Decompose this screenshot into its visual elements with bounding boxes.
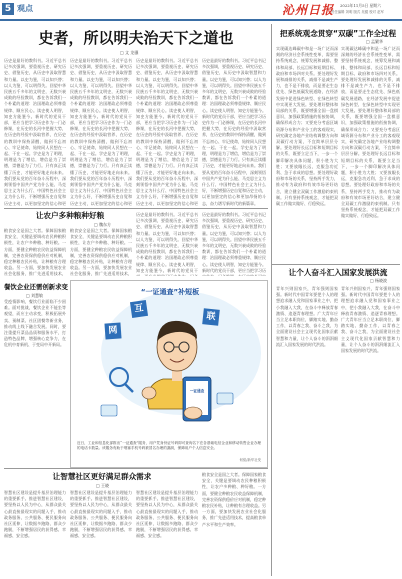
masthead-rule: [0, 19, 402, 21]
restaurant-byline: □ 刘慧敏: [26, 293, 44, 298]
tile-lian: [202, 308, 220, 326]
mid-left-headline: 让农户多种粮种好粮: [35, 211, 105, 220]
lead-body-col4: 历史是最好的教科书。习近平总书记多次强调，要重视历史、研究历史、借鉴历史，从历史中汲取智慧和力量。以史为鉴，可以知兴替；以人为鉴，可以明得失。回望中华民族五千多年的文明史，无数兴衰成败的经验教训，都在告诉我们一个朴素的道理：治国理政必须尊重规律、顺应民心。读史使人明智，知史方能鉴今。新时代的党员干部，更应当把学习历史作为一门必修课，在历史的长河中把握大势，在历史的经验中汲取营养，在历史的教训中保持清醒，做到不忘初心、牢记使命，始终同人民想在一起、干在一起。学史是为了明理，明理是为了增信，增信是为了崇德，崇德是为了力行。只有真正读懂了历史，才能更好地走向未来。我们要从党的百年奋斗历程中，深刻领悟中国共产党为什么能、马克思主义为什么行、中国特色社会主义为什么好，不断增强历史自觉和历史主动，以更加坚定的信心和更加昂扬的斗志，奋力谱写新时代的新篇章。: [202, 58, 266, 206]
lead-headline: 史者，所以明夫治天下之道也: [38, 29, 234, 47]
mid-left-body-col2: 粮食安全是国之大者。保障国家粮食安全，关键是要调动农民种粮积极性，让农户多种粮、种好粮。一方面，要健全种粮农民收益保障机制，完善农资保供稳价应对机制，稳定种粮农民补贴，让种粮有合理收益。另一方面，要加快发展农业社会化服务，推广先进适用技术，: [70, 228, 132, 276]
smart-body-col1: 智慧社区建设是提升基层治理能力的重要抓手。推进智慧社区建设，要坚持以人民为中心，从群众最关心最直接最现实的问题入手，推动政务服务、公共服务、便民服务向社区延伸，让数据多跑路、群众少跑腿，不断增强居民的获得感、幸福感、安全感。: [4, 490, 66, 539]
section-label: 观点: [17, 4, 33, 13]
tile-wang-text: 网: [108, 325, 118, 337]
top-right-headline: 把系统观念贯穿“双碳”工作全过程: [279, 29, 397, 38]
mid-left-byline: □ 魏东方: [94, 222, 112, 227]
column-divider: [271, 24, 272, 264]
cartoon-frame: [70, 280, 268, 468]
top-right-body-col2: 实现碳达峰碳中和是一场广泛而深刻的经济社会系统性变革，需要坚持系统观念，统筹发展和减排、整体和局部、长远目标和短期目标、政府和市场四对关系。要处理好发展和减排的关系，减排不是减生产力，也不是不排放，而是要走生态优先、绿色低碳发展道路，在经济发展中促进绿色转型、在绿色转型中实现更大发展。要处理好整体和局部的关系，既要增强全国一盘棋意识，加强政策措施的衔接协调，确保形成合力；又要充分考虑区域资源分布和产业分工的客观现实，研究确定各地产业结构调整方向和双碳行动方案，不宜简单层层分解。要处理好长远目标和短期目标的关系，既要立足当下，一步一个脚印解决具体问题，积小胜为大胜；又要放眼长远，克服急功近利、急于求成的思想。要处理好政府和市场的关系，坚持两手发力，推动有为政府和有效市场更好结合，建立健全双碳工作激励约束机制。只有坚持系统观念，才能把双碳工作做实做好、行稳致远。: [341, 46, 400, 219]
right-byline: □ 杨晓波: [370, 278, 388, 283]
sim-card-icon: [217, 393, 233, 404]
bottom-divider: [4, 468, 268, 469]
paper-logo: 沁州日报: [282, 3, 335, 17]
top-right-byline: □ 孟繁华: [366, 39, 384, 44]
smart-community-byline: □ 王晓: [96, 483, 110, 488]
mid-left-body-col4: 历史是最好的教科书。习近平总书记多次强调，要重视历史、研究历史、借鉴历史，从历史中汲取智慧和力量。以史为鉴，可以知兴替；以人为鉴，可以明得失。回望中华民族五千多年的文明史，无数兴衰成败的经验教训，都在告诉我们一个朴素的道理：治国理政必须尊重规律、顺应民心。读史使人明智，知史方能鉴今。新时代的党员干部，更应当把学习历: [202, 212, 266, 273]
phone-screen-text: 一证通查: [189, 389, 205, 393]
page-number: 5: [4, 4, 12, 14]
cartoon-title: “一证通查”补短板: [140, 288, 200, 296]
smart-body-col3: 智慧社区建设是提升基层治理能力的重要抓手。推进智慧社区建设，要坚持以人民为中心，从群众最关心最直接最现实的问题入手，推动政务服务、公共服务、便民服务向社区延伸，让数据多跑路、群众少跑腿，不断增强居民的获得感、幸福感、安全感。: [136, 490, 198, 539]
lead-body-col3: 历史是最好的教科书。习近平总书记多次强调，要重视历史、研究历史、借鉴历史，从历史中汲取智慧和力量。以史为鉴，可以知兴替；以人为鉴，可以明得失。回望中华民族五千多年的文明史，无数兴衰成败的经验教训，都在告诉我们一个朴素的道理：治国理政必须尊重规律、顺应民心。读史使人明智，知史方能鉴今。新时代的党员干部，更应当把学习历史作为一门必修课，在历史的长河中把握大势，在历史的经验中汲取营养，在历史的教训中保持清醒，做到不忘初心、牢记使命，始终同人民想在一起、干在一起。学史是为了明理，明理是为了增信，增信是为了崇德，崇德是为了力行。只有真正读懂了历史，才能更好地走向未来。我们要从党的百年奋斗历程中，深刻领悟中国共产党为什么能、马克思主义为什么行、中国特色社会主义为什么好，不断增强历史自觉和历史主动，以更加坚定的信心和更: [136, 58, 198, 206]
restaurant-body: 受疫情影响，餐饮行业面临不少困难。面对挑战，餐饮企业不能坐等观望，而应主动求变，积极拓展外卖、预制菜、社区团餐等新业务，推动线上线下融合发展。同时，要注重提升菜品品质和服务水平，打造特色品牌，增强核心竞争力，在危机中育新机、于变局中开新局。: [4, 299, 66, 348]
tile-hu-text: 互: [133, 303, 145, 315]
cartoon-caption: 近日，工业和信息化部推出“一证通查”服务，用户凭身份证号码即可查询名下在各基础电信企业和移动转售企业办理的电话卡数量。该服务有助于堵塞手机号码被冒名办理的漏洞，保障用户个人信息安全。: [77, 441, 261, 450]
tile-wang: [104, 322, 121, 339]
right-body-col2: 青年兴则国家兴，青年强则国家强。新时代中国青年要把个人的理想追求融入党和国家事业之中，把小我融入大我，在奋斗中释放青春激情、追逐青春理想。广大青年应当立足本职岗位，脚踏实地、勤奋工作，以青春之我、奋斗之我，为全面建设社会主义现代化国家贡献智慧和力量，让个人奋斗的涓涓细流汇入国家发展的时代洪流。: [341, 286, 400, 354]
editor-credits: 责任编辑 刘明 版式 吴健 校对 赵军: [331, 10, 384, 14]
issue-date: 2022年11月5日 星期六: [340, 3, 381, 8]
right-headline: 让个人奋斗汇入国家发展洪流: [288, 268, 388, 277]
smart-community-headline: 让智慧社区更好满足群众需求: [52, 472, 152, 481]
smart-body-col4: 粮食安全是国之大者。保障国家粮食安全，关键是要调动农民种粮积极性，让农户多种粮、种好粮。一方面，要健全种粮农民收益保障机制，完善农资保供稳价应对机制，稳定种粮农民补贴，让种粮有合理收益。另一方面，要加快发展农业社会化服务，推广先进适用技术，提高粮食单产水平和生产效率。: [202, 472, 266, 527]
top-right-body-col1: 实现碳达峰碳中和是一场广泛而深刻的经济社会系统性变革，需要坚持系统观念，统筹发展和减排、整体和局部、长远目标和短期目标、政府和市场四对关系。要处理好发展和减排的关系，减排不是减生产力，也不是不排放，而是要走生态优先、绿色低碳发展道路，在经济发展中促进绿色转型、在绿色转型中实现更大发展。要处理好整体和局部的关系，既要增强全国一盘棋意识，加强政策措施的衔接协调，确保形成合力；又要充分考虑区域资源分布和产业分工的客观现实，研究确定各地产业结构调整方向和双碳行动方案，不宜简单层层分解。要处理好长远目标和短期目标的关系，既要立足当下，一步一个脚印解决具体问题，积小胜为大胜；又要放眼长远，克服急功近利、急于求成的思想。要处理好政府和市场的关系，坚持两手发力，推动有为政府和有效市场更好结合，建立健全双碳工作激励约束机制。只有坚持系统观念，才能把双碳工作做实做好、行稳致远。: [276, 46, 338, 207]
section-divider: [4, 208, 268, 209]
masthead: [0, 0, 402, 24]
restaurant-headline: 餐饮企业还需创新求变: [4, 283, 68, 291]
smart-body-col2: 智慧社区建设是提升基层治理能力的重要抓手。推进智慧社区建设，要坚持以人民为中心，从群众最关心最直接最现实的问题入手，推动政务服务、公共服务、便民服务向社区延伸，让数据多跑路、群众少跑腿，不断增强居民的获得感、幸福感、安全感。: [70, 490, 132, 539]
cartoon-credit: 何侃/新华社发: [239, 458, 261, 462]
lead-body-col1: 历史是最好的教科书。习近平总书记多次强调，要重视历史、研究历史、借鉴历史，从历史中汲取智慧和力量。以史为鉴，可以知兴替；以人为鉴，可以明得失。回望中华民族五千多年的文明史，无数兴衰成败的经验教训，都在告诉我们一个朴素的道理：治国理政必须尊重规律、顺应民心。读史使人明智，知史方能鉴今。新时代的党员干部，更应当把学习历史作为一门必修课，在历史的长河中把握大势，在历史的经验中汲取营养，在历史的教训中保持清醒，做到不忘初心、牢记使命，始终同人民想在一起、干在一起。学史是为了明理，明理是为了增信，增信是为了崇德，崇德是为了力行。只有真正读懂了历史，才能更好地走向未来。我们要从党的百年奋斗历程中，深刻领悟中国共产党为什么能、马克思主义为什么行、中国特色社会主义为什么好，不断增强历史自觉和历史主动，以更加坚定的信心和更: [4, 58, 66, 206]
column-divider-lower: [271, 264, 272, 576]
mid-left-body-col1: 粮食安全是国之大者。保障国家粮食安全，关键是要调动农民种粮积极性，让农户多种粮、种好粮。一方面，要健全种粮农民收益保障机制，完善农资保供稳价应对机制，稳定种粮农民补贴，让种粮有合理收益。另一方面，要加快发展农业社会化服务，推广先进适用技术，: [4, 228, 66, 276]
lead-body-col2: 历史是最好的教科书。习近平总书记多次强调，要重视历史、研究历史、借鉴历史，从历史中汲取智慧和力量。以史为鉴，可以知兴替；以人为鉴，可以明得失。回望中华民族五千多年的文明史，无数兴衰成败的经验教训，都在告诉我们一个朴素的道理：治国理政必须尊重规律、顺应民心。读史使人明智，知史方能鉴今。新时代的党员干部，更应当把学习历史作为一门必修课，在历史的长河中把握大势，在历史的经验中汲取营养，在历史的教训中保持清醒，做到不忘初心、牢记使命，始终同人民想在一起、干在一起。学史是为了明理，明理是为了增信，增信是为了崇德，崇德是为了力行。只有真正读懂了历史，才能更好地走向未来。我们要从党的百年奋斗历程中，深刻领悟中国共产党为什么能、马克思主义为什么行、中国特色社会主义为什么好，不断增强历史自觉和历史主动，以更加坚定的信心和更: [70, 58, 132, 206]
page-number-badge: [2, 3, 14, 15]
mid-left-body-col3: 历史是最好的教科书。习近平总书记多次强调，要重视历史、研究历史、借鉴历史，从历史中汲取智慧和力量。以史为鉴，可以知兴替；以人为鉴，可以明得失。回望中华民族五千多年的文明史，无数兴衰成败的经验教训，都在告诉我们一个朴素的道理：治国理政必须尊重规律、顺应民心。读史使人明智，知史方能鉴今。新时代的党员干: [136, 212, 198, 273]
lead-byline: □ 文 龙骧: [120, 50, 139, 55]
cartoon-illustration: [71, 281, 267, 441]
tile-hu: [130, 300, 148, 318]
right-body-col1: 青年兴则国家兴，青年强则国家强。新时代中国青年要把个人的理想追求融入党和国家事业之中，把小我融入大我，在奋斗中释放青春激情、追逐青春理想。广大青年应当立足本职岗位，脚踏实地、勤奋工作，以青春之我、奋斗之我，为全面建设社会主义现代化国家贡献智慧和力量，让个人奋斗的涓涓细流汇入国家发展的时代洪流。: [276, 286, 338, 347]
tile-lian-text: 联: [205, 311, 216, 323]
right-divider: [271, 264, 400, 265]
